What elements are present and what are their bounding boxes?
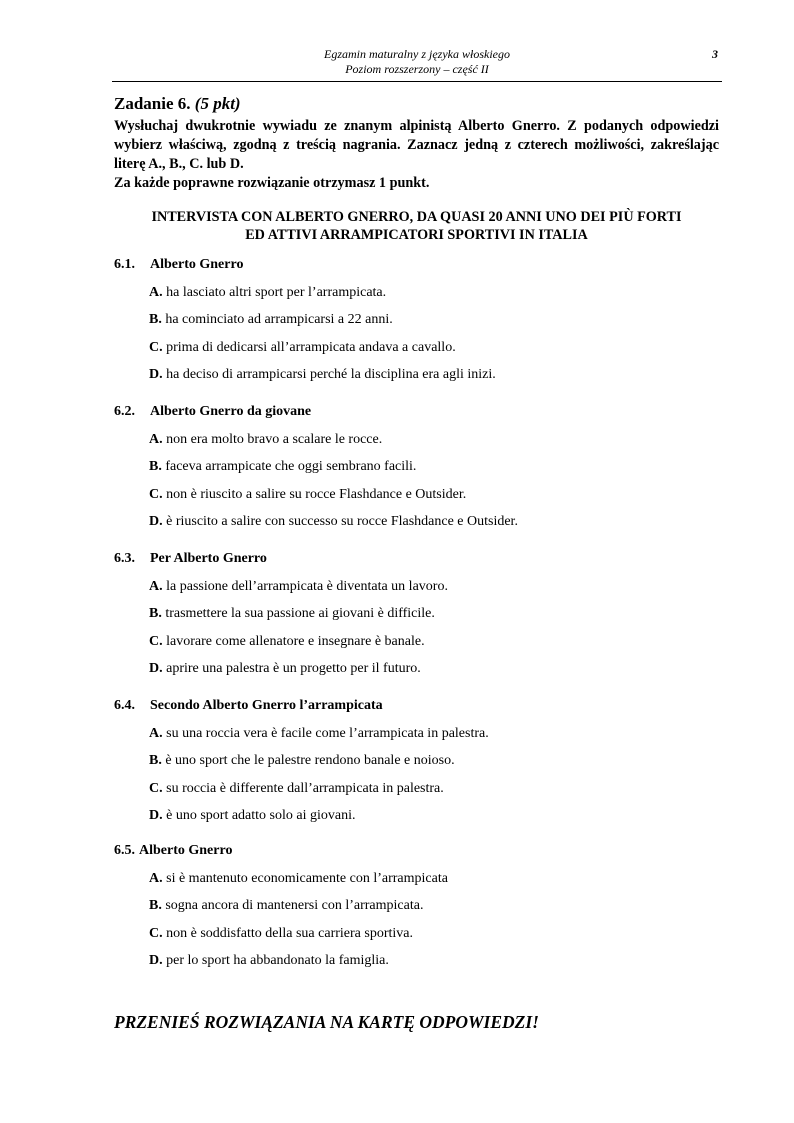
option-letter: A.	[149, 431, 163, 447]
option-c[interactable]	[149, 925, 734, 943]
option-letter: C.	[149, 780, 163, 796]
task-title	[114, 94, 241, 114]
question-text: Alberto Gnerro	[150, 257, 244, 272]
option-text: ha deciso di arrampicarsi perché la disciplina era agli inizi.	[166, 367, 496, 382]
option-d[interactable]	[149, 660, 734, 678]
option-text: ha lasciato altri sport per l’arrampicata.	[166, 284, 387, 300]
question-stem	[114, 256, 734, 274]
option-text: trasmettere la sua passione ai giovani è difficile.	[165, 606, 435, 621]
task-instructions	[114, 117, 719, 193]
option-c[interactable]	[149, 633, 734, 651]
header-exam-title: Egzamin maturalny z języka włoskiego	[324, 47, 510, 61]
option-text: non è soddisfatto della sua carriera sportiva.	[166, 925, 413, 941]
transfer-answers-note: PRZENIEŚ ROZWIĄZANIA NA KARTĘ ODPOWIEDZI!	[114, 1012, 539, 1032]
question-6-3	[114, 550, 734, 678]
option-letter: A.	[149, 870, 163, 886]
question-6-2	[114, 403, 734, 531]
option-letter: C.	[149, 633, 163, 649]
option-d[interactable]	[149, 952, 734, 970]
option-text: si è mantenuto economicamente con l’arrampicata	[166, 870, 448, 886]
option-letter: B.	[149, 312, 162, 327]
option-text: per lo sport ha abbandonato la famiglia.	[166, 953, 389, 968]
page-number: 3	[712, 47, 718, 61]
option-text: lavorare come allenatore e insegnare è banale.	[166, 633, 425, 649]
option-text: non è riuscito a salire su rocce Flashdance e Outsider.	[166, 486, 467, 502]
option-a[interactable]	[149, 578, 734, 596]
page-header	[112, 47, 722, 82]
question-number: 6.2.	[114, 404, 135, 419]
option-text: su roccia è differente dall’arrampicata in palestra.	[166, 780, 444, 796]
option-d[interactable]	[149, 807, 734, 825]
option-b[interactable]	[149, 458, 734, 476]
instruction-main: Wysłuchaj dwukrotnie wywiadu ze znanym alpinistą Alberto Gnerro. Z podanych odpowiedzi wybierz właściwą, zgodną z treścią nagrania. Zaznacz jedną z czterech możliwości, zakreślając literę A., B., C. lub D.	[114, 118, 719, 172]
option-c[interactable]	[149, 780, 734, 798]
question-number: 6.1.	[114, 257, 135, 272]
option-b[interactable]	[149, 605, 734, 623]
option-a[interactable]	[149, 725, 734, 743]
question-6-1	[114, 256, 734, 384]
question-stem	[114, 842, 734, 860]
option-text: è riuscito a salire con successo su rocce Flashdance e Outsider.	[166, 514, 518, 529]
question-number: 6.4.	[114, 698, 135, 713]
question-stem	[114, 403, 734, 421]
option-letter: C.	[149, 339, 163, 355]
option-letter: D.	[149, 953, 163, 968]
interview-heading-line2: ED ATTIVI ARRAMPICATORI SPORTIVI IN ITALIA	[245, 227, 588, 243]
option-a[interactable]	[149, 431, 734, 449]
option-letter: B.	[149, 459, 162, 474]
question-number: 6.3.	[114, 551, 135, 566]
option-text: ha cominciato ad arrampicarsi a 22 anni.	[165, 312, 393, 327]
interview-heading	[114, 208, 719, 244]
option-text: sogna ancora di mantenersi con l’arrampicata.	[165, 898, 424, 913]
option-b[interactable]	[149, 752, 734, 770]
question-stem	[114, 550, 734, 568]
option-letter: C.	[149, 486, 163, 502]
option-letter: D.	[149, 367, 163, 382]
option-text: è uno sport adatto solo ai giovani.	[166, 808, 356, 823]
option-letter: D.	[149, 808, 163, 823]
option-b[interactable]	[149, 897, 734, 915]
option-text: non era molto bravo a scalare le rocce.	[166, 431, 383, 447]
option-b[interactable]	[149, 311, 734, 329]
option-letter: A.	[149, 284, 163, 300]
question-text: Per Alberto Gnerro	[150, 551, 267, 566]
option-letter: B.	[149, 753, 162, 768]
interview-heading-line1: INTERVISTA CON ALBERTO GNERRO, DA QUASI 20 ANNI UNO DEI PIÙ FORTI	[151, 209, 682, 225]
option-letter: D.	[149, 514, 163, 529]
question-number: 6.5.	[114, 843, 135, 858]
option-text: prima di dedicarsi all’arrampicata andava a cavallo.	[166, 339, 456, 355]
option-c[interactable]	[149, 339, 734, 357]
question-6-5	[114, 842, 734, 970]
option-a[interactable]	[149, 284, 734, 302]
option-text: è uno sport che le palestre rendono banale e noioso.	[165, 753, 455, 768]
option-letter: B.	[149, 606, 162, 621]
option-d[interactable]	[149, 513, 734, 531]
option-letter: A.	[149, 578, 163, 594]
option-text: faceva arrampicate che oggi sembrano facili.	[165, 459, 417, 474]
option-a[interactable]	[149, 870, 734, 888]
option-d[interactable]	[149, 366, 734, 384]
question-stem	[114, 697, 734, 715]
task-points: (5 pkt)	[194, 94, 241, 113]
task-number: Zadanie 6.	[114, 94, 191, 113]
option-letter: D.	[149, 661, 163, 676]
option-letter: A.	[149, 725, 163, 741]
question-text: Alberto Gnerro	[139, 843, 233, 858]
question-text: Alberto Gnerro da giovane	[150, 404, 312, 419]
question-text: Secondo Alberto Gnerro l’arrampicata	[150, 698, 383, 713]
option-letter: B.	[149, 898, 162, 913]
option-letter: C.	[149, 925, 163, 941]
option-c[interactable]	[149, 486, 734, 504]
instruction-scoring: Za każde poprawne rozwiązanie otrzymasz 1 punkt.	[114, 175, 430, 191]
option-text: su una roccia vera è facile come l’arrampicata in palestra.	[166, 725, 489, 741]
question-6-4	[114, 697, 734, 825]
header-exam-level: Poziom rozszerzony – część II	[345, 62, 489, 76]
option-text: aprire una palestra è un progetto per il futuro.	[166, 661, 421, 676]
option-text: la passione dell’arrampicata è diventata un lavoro.	[166, 578, 448, 594]
